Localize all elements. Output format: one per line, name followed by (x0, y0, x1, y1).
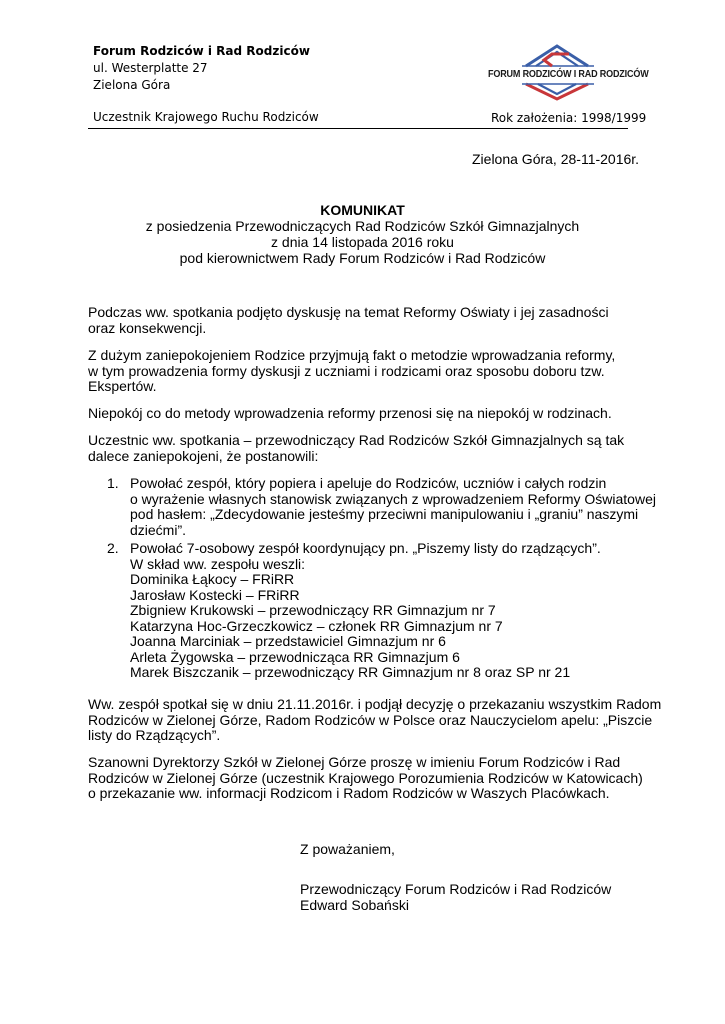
text-line: Podczas ww. spotkania podjęto dyskusję na temat Reformy Oświaty i jej zasadności (88, 304, 609, 320)
list-number: 1. (107, 475, 119, 491)
title-line-2: z dnia 14 listopada 2016 roku (271, 234, 454, 250)
header-divider (88, 128, 628, 129)
signature-regards: Z poważaniem, (300, 841, 395, 857)
paragraph-4 (88, 433, 624, 464)
text-line: pod hasłem: „Zdecydowanie jesteśmy przeciwni manipulowaniu i „graniu” naszymi (130, 506, 639, 522)
text-line: Powołać zespół, który popiera i apeluje do Rodziców, uczniów i całych rodzin (130, 475, 607, 491)
title-line-1: z posiedzenia Przewodniczących Rad Rodziców Szkół Gimnazjalnych (145, 218, 580, 234)
list-item-body (130, 476, 656, 538)
team-member: Marek Biszczanik – przewodniczący RR Gimnazjum nr 8 oraz SP nr 21 (130, 664, 571, 680)
team-member: Zbigniew Krukowski – przewodniczący RR Gimnazjum nr 7 (130, 602, 496, 618)
text-line: o przekazanie ww. informacji Rodzicom i Radom Rodziców w Waszych Placówkach. (88, 785, 610, 801)
text-line: Ekspertów. (88, 378, 157, 394)
text-line: Niepokój co do metody wprowadzenia reformy przenosi się na niepokój w rodzinach. (88, 405, 612, 421)
logo-text: FORUM RODZICÓW I RAD RODZICÓW (488, 68, 649, 80)
list-item-body (130, 541, 601, 681)
team-member: Jarosław Kostecki – FRiRR (130, 586, 300, 603)
title-line-3: pod kierownictwem Rady Forum Rodziców i Rad Rodziców (179, 250, 546, 266)
team-member: Dominika Łąkocy – FRiRR (130, 571, 295, 587)
text-line: Uczestnic ww. spotkania – przewodniczący Rad Rodziców Szkół Gimnazjalnych są tak (88, 432, 625, 448)
text-line: Powołać 7-osobowy zespół koordynujący pn. „Piszemy listy do rządzących”. (130, 540, 601, 556)
text-line: w tym prowadzenia formy dyskusji z uczniami i rodzicami oraz sposobu doboru tzw. (88, 362, 605, 379)
text-line: W skład ww. zespołu weszli: (130, 555, 306, 572)
text-line: o wyrażenie własnych stanowisk związanych z wprowadzeniem Reformy Oświatowej (130, 490, 656, 507)
org-city: Zielona Góra (93, 78, 171, 92)
text-line: Z dużym zaniepokojeniem Rodzice przyjmują fakt o metodzie wprowadzania reformy, (88, 347, 616, 363)
text-line: Ww. zespół spotkał się w dniu 21.11.2016r. i podjął decyzję o przekazaniu wszystkim Radom (88, 696, 662, 712)
paragraph-3 (88, 406, 612, 422)
team-member: Katarzyna Hoc-Grzeczkowicz – członek RR Gimnazjum nr 7 (130, 617, 503, 634)
date-line: Zielona Góra, 28-11-2016r. (472, 151, 640, 167)
paragraph-5 (88, 697, 661, 744)
text-line: Rodziców w Zielonej Górze, Radom Rodziców w Polsce oraz Nauczycielom apelu: „Piszcie (88, 711, 653, 728)
paragraph-1 (88, 305, 609, 336)
founded-line: Rok założenia: 1998/1999 (491, 111, 647, 125)
list-item-1 (107, 476, 656, 538)
text-line: oraz konsekwencji. (88, 319, 207, 336)
text-line: Szanowni Dyrektorzy Szkół w Zielonej Górze proszę w imieniu Forum Rodziców i Rad (88, 754, 621, 770)
participant-line: Uczestnik Krajowego Ruchu Rodziców (93, 110, 319, 124)
team-member: Joanna Marciniak – przedstawiciel Gimnazjum nr 6 (130, 633, 446, 649)
team-member: Arleta Żygowska – przewodnicząca RR Gimnazjum 6 (130, 648, 460, 665)
list-number: 2. (107, 540, 119, 556)
list-item-2 (107, 541, 601, 681)
text-line: dziećmi”. (130, 521, 187, 538)
text-line: listy do Rządzących”. (88, 727, 221, 743)
org-street: ul. Westerplatte 27 (93, 61, 208, 75)
org-name: Forum Rodziców i Rad Rodziców (93, 44, 310, 58)
signature-name: Edward Sobański (300, 897, 409, 913)
text-line: Rodziców w Zielonej Górze (uczestnik Krajowego Porozumienia Rodziców w Katowicach) (88, 769, 643, 786)
paragraph-6 (88, 755, 643, 802)
paragraph-2 (88, 348, 615, 395)
signature-role: Przewodniczący Forum Rodziców i Rad Rodziców (300, 881, 612, 897)
text-line: dalece zaniepokojeni, że postanowili: (88, 447, 319, 464)
document-title: KOMUNIKAT (320, 202, 405, 218)
forum-logo (486, 41, 649, 103)
